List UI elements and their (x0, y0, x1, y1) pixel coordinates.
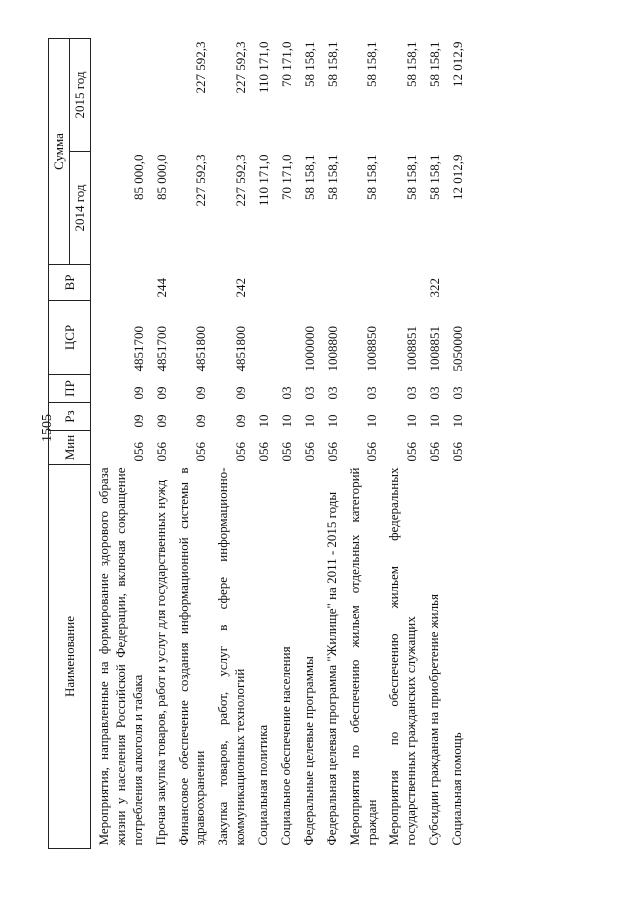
cell-csr: 1008851 (404, 326, 420, 372)
cell-name: Социальная помощь (449, 732, 465, 846)
cell-csr (250, 301, 273, 375)
header-vr: ВР (49, 265, 91, 301)
cell-pr: 09 (233, 386, 249, 400)
table-row (319, 39, 342, 849)
cell-name: Мероприятия по обеспечению жильем отдельных категорий граждан (346, 467, 379, 846)
cell-pr: 03 (450, 386, 466, 400)
cell-rz: 10 (256, 414, 272, 428)
table-row (210, 39, 250, 849)
cell-2014: 58 158,1 (301, 154, 317, 200)
cell-2014: 227 592,3 (193, 154, 209, 207)
cell-2014: 227 592,3 (233, 154, 249, 207)
cell-name: Федеральная целевая программа "Жилище" на 2011 - 2015 годы (323, 491, 339, 846)
cell-2014: 70 171,0 (278, 154, 294, 200)
budget-table (48, 38, 467, 849)
cell-csr: 4851800 (233, 326, 249, 372)
cell-min: 056 (278, 442, 294, 462)
cell-rz: 09 (153, 414, 169, 428)
cell-min: 056 (324, 442, 340, 462)
cell-2015: 58 158,1 (324, 41, 340, 87)
cell-min: 056 (404, 442, 420, 462)
cell-min: 056 (364, 442, 380, 462)
cell-rz: 10 (404, 414, 420, 428)
cell-rz: 09 (130, 414, 146, 428)
cell-min: 056 (130, 442, 146, 462)
page-number: 1505 (40, 414, 55, 442)
cell-min: 056 (256, 442, 272, 462)
cell-2015 (91, 39, 148, 152)
header-rz: Рз (49, 403, 91, 431)
cell-rz: 10 (427, 414, 443, 428)
header-name: Наименование (49, 465, 91, 849)
header-2014: 2014 год (70, 152, 91, 265)
cell-2015: 58 158,1 (404, 41, 420, 87)
cell-2015: 12 012,9 (450, 41, 466, 87)
cell-csr: 1008851 (427, 326, 443, 372)
cell-2014: 58 158,1 (364, 154, 380, 200)
cell-csr: 4851700 (130, 326, 146, 372)
table-row (342, 39, 382, 849)
cell-2014: 58 158,1 (324, 154, 340, 200)
cell-min: 056 (450, 442, 466, 462)
cell-csr: 5050000 (450, 326, 466, 372)
cell-2015: 110 171,0 (256, 41, 272, 94)
cell-csr: 4851800 (193, 326, 209, 372)
cell-name: Мероприятия, направленные на формирование здорового образа жизни у населения Российской Федерации, включая сокращение потребления алкоголя и табака (96, 467, 145, 846)
cell-pr: 03 (427, 386, 443, 400)
cell-2015: 58 158,1 (301, 41, 317, 87)
cell-rz: 09 (233, 414, 249, 428)
cell-min: 056 (427, 442, 443, 462)
cell-csr: 4851700 (153, 326, 169, 372)
cell-2015 (148, 39, 171, 152)
table-row (171, 39, 211, 849)
cell-rz: 10 (450, 414, 466, 428)
cell-name: Мероприятия по обеспечению жильем федеральных государственных гражданских служащих (386, 467, 419, 846)
cell-vr (250, 265, 273, 301)
cell-rz: 10 (278, 414, 294, 428)
cell-2014: 58 158,1 (427, 154, 443, 200)
cell-rz: 10 (301, 414, 317, 428)
cell-min: 056 (193, 442, 209, 462)
cell-vr (91, 265, 148, 301)
table-row (273, 39, 296, 849)
cell-2014: 85 000,0 (153, 154, 169, 200)
cell-name: Социальное обеспечение населения (278, 646, 294, 846)
cell-vr (381, 265, 421, 301)
table-row (296, 39, 319, 849)
cell-2015: 227 592,3 (193, 41, 209, 94)
cell-vr (342, 265, 382, 301)
cell-name: Финансовое обеспечение создания информационной системы в здравоохранении (175, 467, 208, 846)
cell-pr (250, 375, 273, 403)
cell-name: Субсидии гражданам на приобретение жилья (426, 594, 442, 846)
cell-2015: 58 158,1 (364, 41, 380, 87)
table-row (91, 39, 148, 849)
cell-pr: 09 (193, 386, 209, 400)
cell-pr: 03 (278, 386, 294, 400)
cell-2014: 12 012,9 (450, 154, 466, 200)
header-sum: Сумма (49, 39, 70, 265)
cell-vr (273, 265, 296, 301)
cell-2014: 110 171,0 (256, 154, 272, 207)
cell-pr: 09 (130, 386, 146, 400)
cell-csr: 1008800 (324, 326, 340, 372)
cell-2015: 70 171,0 (278, 41, 294, 87)
cell-vr (171, 265, 211, 301)
cell-csr: 1000000 (301, 326, 317, 372)
header-2015: 2015 год (70, 39, 91, 152)
header-min: Мин (49, 431, 91, 465)
table-row (250, 39, 273, 849)
cell-csr (273, 301, 296, 375)
cell-min: 056 (153, 442, 169, 462)
table-row (381, 39, 421, 849)
header-pr: ПР (49, 375, 91, 403)
cell-name: Социальная политика (255, 724, 271, 846)
table-body (91, 39, 468, 849)
cell-vr (296, 265, 319, 301)
cell-name: Федеральные целевые программы (300, 656, 316, 846)
rotated-page (48, 39, 588, 849)
cell-2014: 58 158,1 (404, 154, 420, 200)
cell-2015: 227 592,3 (233, 41, 249, 94)
cell-pr: 03 (364, 386, 380, 400)
cell-pr: 03 (324, 386, 340, 400)
cell-min: 056 (301, 442, 317, 462)
cell-2015: 58 158,1 (427, 41, 443, 87)
cell-vr: 322 (427, 278, 443, 298)
cell-rz: 09 (193, 414, 209, 428)
cell-vr (444, 265, 467, 301)
cell-pr: 03 (301, 386, 317, 400)
cell-vr (319, 265, 342, 301)
cell-name: Закупка товаров, работ, услуг в сфере информационно-коммуникационных технологий (215, 467, 248, 846)
table-row (148, 39, 171, 849)
cell-csr: 1008850 (364, 326, 380, 372)
cell-2014: 85 000,0 (130, 154, 146, 200)
cell-vr: 244 (153, 278, 169, 298)
header-csr: ЦСР (49, 301, 91, 375)
table-header (49, 39, 91, 849)
cell-rz: 10 (324, 414, 340, 428)
cell-rz: 10 (364, 414, 380, 428)
table-row (421, 39, 444, 849)
cell-name: Прочая закупка товаров, работ и услуг для государственных нужд (152, 479, 168, 846)
cell-pr: 03 (404, 386, 420, 400)
cell-pr: 09 (153, 386, 169, 400)
cell-vr: 242 (233, 278, 249, 298)
table-row (444, 39, 467, 849)
cell-min: 056 (233, 442, 249, 462)
